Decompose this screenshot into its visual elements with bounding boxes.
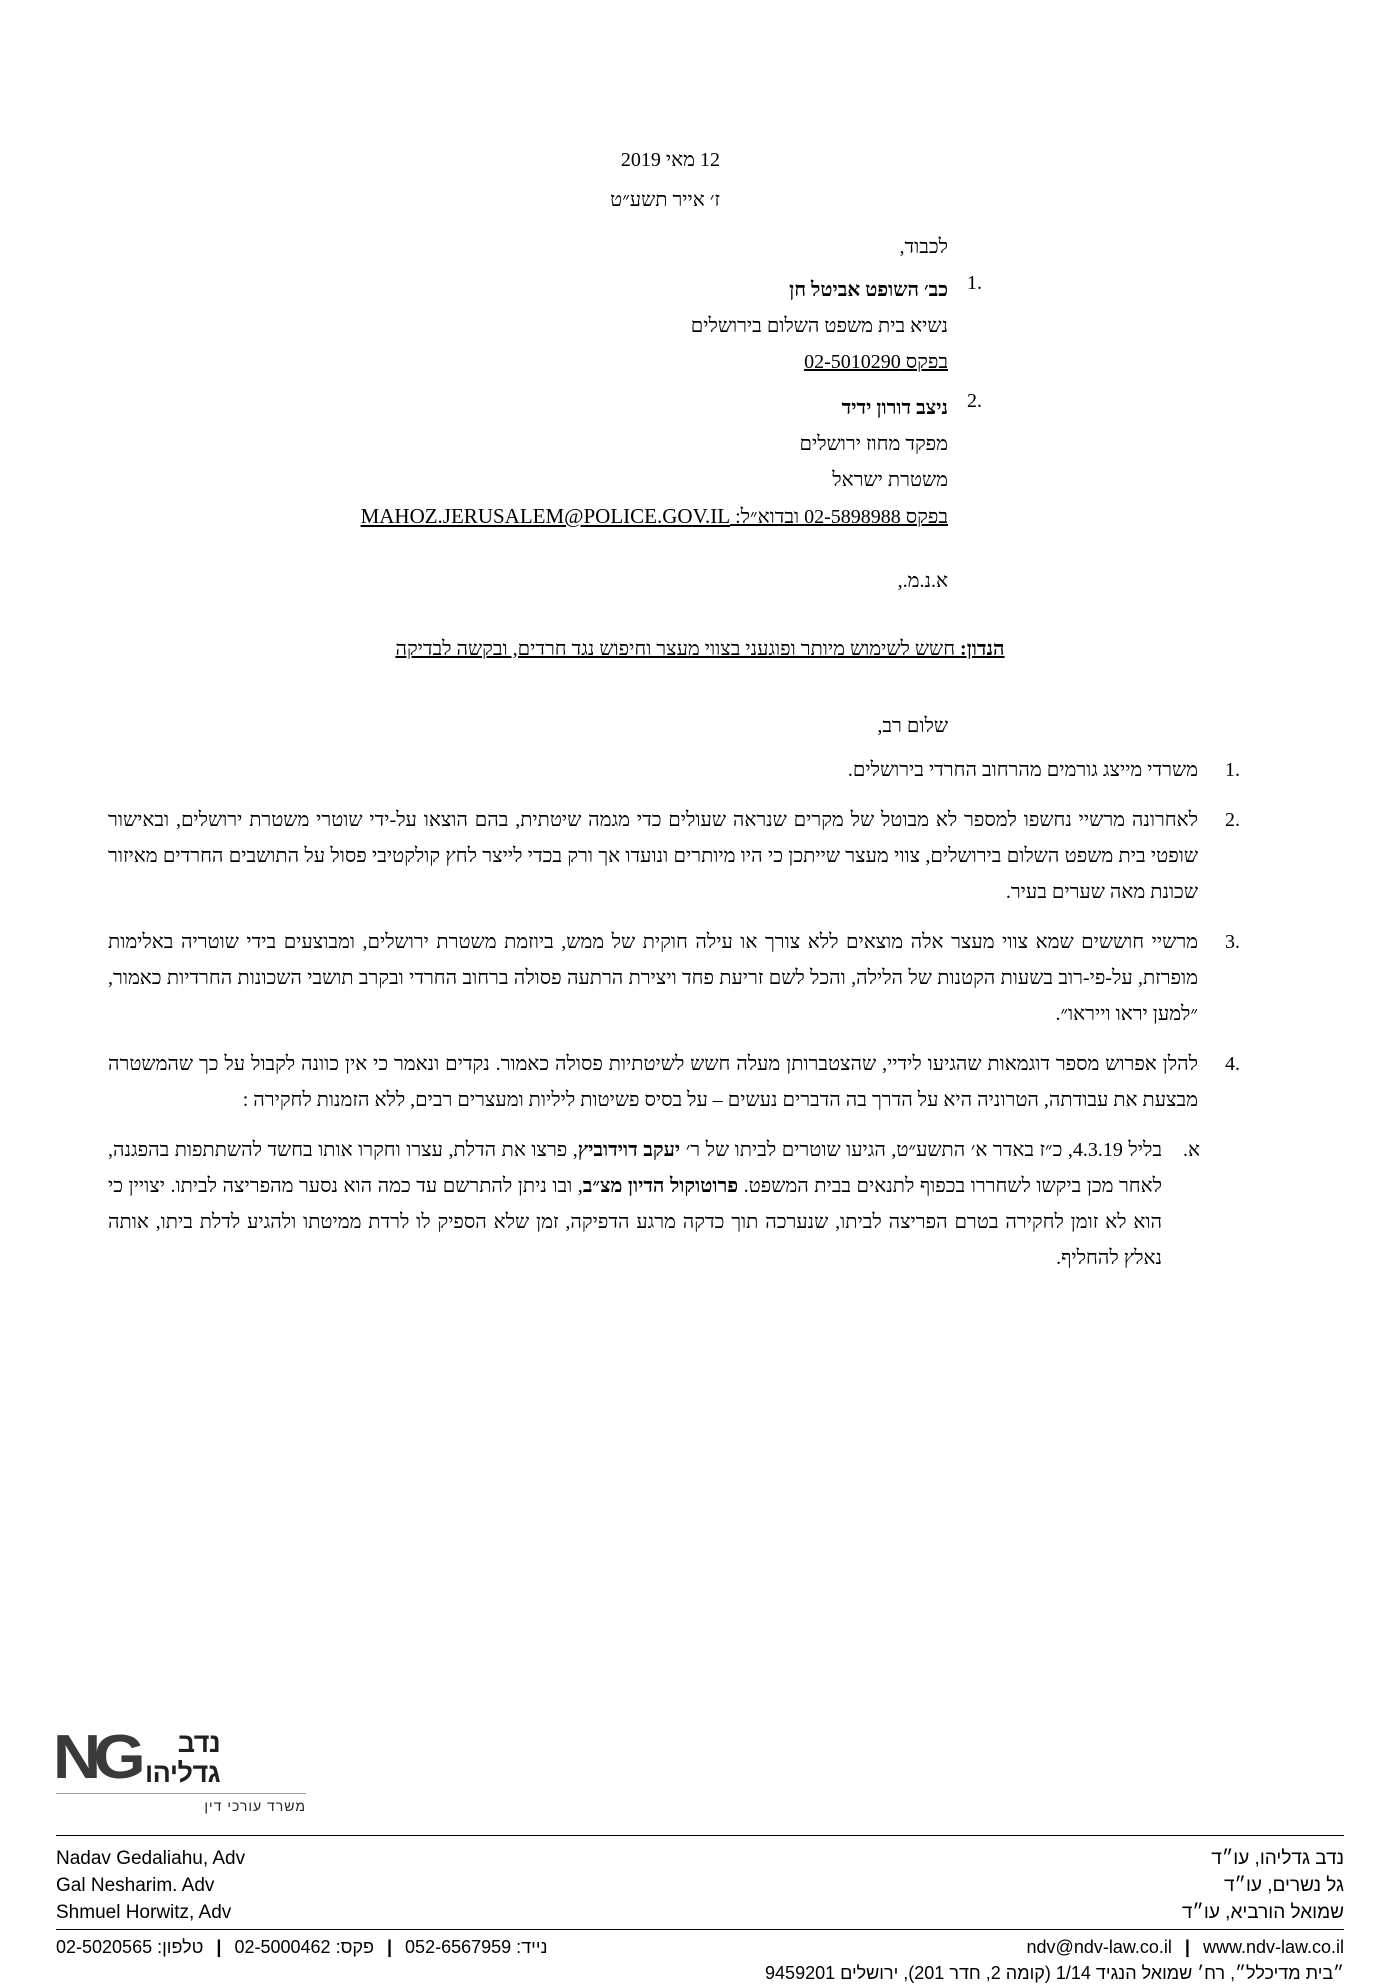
fax-entry <box>234 1937 374 1957</box>
addressee-item <box>360 390 982 535</box>
salutation: א.נ.מ., <box>897 570 948 592</box>
footer-divider-top <box>56 1835 1344 1836</box>
paragraph-marker: .2 <box>1225 809 1240 831</box>
date-hebrew: ז׳ אייר תשע״ט <box>610 189 720 211</box>
paragraph-text: לאחרונה מרשיי נחשפו למספר לא מבוטל של מקרים שנראה שעולים כדי מגמה שיטתית, בהם הוצאו על-ידי שוטרי משטרת ירושלים, ובאישור שופטי בית משפט השלום בירושלים, צווי מעצר שייתכן כי היו מיותרים ונועדו אך ורק בכדי לייצר לחץ קולקטיבי פסול על התושבים החרדים מאיזור שכונת מאה שערים בעיר. <box>108 809 1198 903</box>
to-label: לכבוד, <box>899 236 948 258</box>
plain-text: בליל 4.3.19, כ״ז באדר א׳ התשע״ט, הגיעו שוטרים לביתו של ר׳ <box>680 1139 1163 1161</box>
phone-number: 02-5020565 <box>56 1937 153 1957</box>
attorney-name: גל נשרים, עו״ד <box>1223 1875 1344 1896</box>
email-prefix: ובדוא״ל: <box>730 506 805 528</box>
attorney-name: שמואל הורביא, עו״ד <box>1181 1902 1344 1923</box>
fax-number: 02-5898988 <box>804 506 901 528</box>
footer-contact-line <box>56 1937 1344 1958</box>
paragraph-marker: .4 <box>1225 1053 1240 1075</box>
plain-text: , פרצו את הדלת, עצרו וחקרו אותו בחשד להשתתפות בהפגנה, לאחר מכן ביקשו לשחררו בכפוף לתנאים בבית המשפט. <box>108 1139 1162 1197</box>
footer-divider-bottom <box>56 1929 1344 1930</box>
paragraph <box>108 924 1240 1032</box>
fax-label: פקס: <box>335 1937 374 1957</box>
paragraph-marker: .3 <box>1225 931 1240 953</box>
emphasis-text: יעקב דוידוביץ <box>577 1139 681 1161</box>
subject-label: הנדון: <box>960 638 1005 660</box>
logo-line-1: נדב <box>177 1728 221 1758</box>
paragraph-marker: .1 <box>1225 759 1240 781</box>
addressee-organization: משטרת ישראל <box>832 469 948 491</box>
attorney-name: נדב גדליהו, עו״ד <box>1211 1848 1344 1869</box>
attorney-names-hebrew <box>1182 1845 1344 1926</box>
contact-phone-group <box>56 1937 548 1958</box>
fax-number: 02-5010290 <box>804 351 901 373</box>
attorney-names-english <box>56 1845 245 1926</box>
addressee-list <box>360 272 982 545</box>
office-address: ״בית מדיכלל״, רח׳ שמואל הנגיד 1/14 (קומה 2, חדר 201), ירושלים 9459201 <box>765 1963 1344 1983</box>
date-block <box>300 140 720 220</box>
addressee-fax-line <box>428 344 948 380</box>
greeting: שלום רב, <box>877 715 948 737</box>
letter-footer <box>0 1717 1400 1983</box>
separator: | <box>216 1937 222 1957</box>
addressee-name: כב׳ השופט אביטל חן <box>789 279 948 301</box>
firm-logo <box>52 1723 306 1814</box>
paragraph-text: מרשיי חוששים שמא צווי מעצר אלה מוצאים ללא צורך או עילה חוקית של ממש, ביוזמת משטרת ירושלים, ומבוצעים בידי שוטריה באלימות מופרזת, על-פי-רוב בשעות הקטנות של הלילה, והכל לשם זריעת פחד ויצירת הרתעה פסולה ברחוב החרדי ובקרב תושבי השכונות החרדיות כאמור, ״למען יראו וייראו״. <box>108 931 1198 1025</box>
mobile-entry <box>405 1937 547 1957</box>
date-gregorian: 12 מאי 2019 <box>620 149 720 171</box>
website-url[interactable]: www.ndv-law.co.il <box>1202 1937 1344 1957</box>
emphasis-text: פרוטוקול הדיון מצ״ב <box>582 1175 739 1197</box>
sub-paragraph <box>108 1132 1200 1276</box>
paragraph <box>108 1046 1240 1118</box>
addressee-number: .1 <box>967 272 982 294</box>
phone-label: טלפון: <box>157 1937 204 1957</box>
paragraph <box>108 752 1240 788</box>
logo-line-2: גדליהו <box>145 1758 221 1788</box>
separator: | <box>1184 1937 1190 1957</box>
fax-prefix: בפקס <box>900 506 948 528</box>
fax-prefix: בפקס <box>900 351 948 373</box>
logo-row <box>52 1723 306 1792</box>
email-link[interactable]: MAHOZ.JERUSALEM@POLICE.GOV.IL <box>360 504 731 528</box>
paragraph-text: משרדי מייצג גורמים מהרחוב החרדי בירושלים. <box>847 759 1198 781</box>
email-address[interactable]: ndv@ndv-law.co.il <box>1026 1937 1172 1957</box>
mobile-label: נייד: <box>516 1937 548 1957</box>
addressee-item <box>428 272 982 380</box>
logo-divider <box>56 1793 306 1794</box>
phone-entry <box>56 1937 203 1957</box>
sub-paragraph-marker: א. <box>1182 1139 1200 1161</box>
mobile-number: 052-6567959 <box>405 1937 512 1957</box>
subject-text: חשש לשימוש מיותר ופוגעני בצווי מעצר וחיפוש נגד חרדים, ובקשה לבדיקה <box>395 638 961 660</box>
fax-number: 02-5000462 <box>234 1937 331 1957</box>
body-paragraphs <box>108 752 1240 1290</box>
subject-line <box>180 638 1220 661</box>
contact-web-group <box>1027 1937 1344 1958</box>
paragraph-text: להלן אפרוש מספר דוגמאות שהגיעו לידיי, שהצטברותן מעלה חשש לשיטתיות פסולה כאמור. נקדים ונאמר כי אין כוונה לקבול על כך שהמשטרה מבצעת את עבודתה, הטרוניה היא על הדרך בה הדברים נעשים – על בסיס פשיטות ליליות ומעצרים רבים, ללא הזמנות לחקירה : <box>108 1053 1198 1111</box>
plain-text: , ובו ניתן להתרשם עד כמה הוא נסער מהפריצה לביתו. יצויין כי הוא לא זומן לחקירה בטרם הפריצה לביתו, שנערכה תוך כדקה מרגע הדפיקה, זמן שלא הספיק לו לרדת ממיטתו ולהגיע לדלת ביתו, אותה נאלץ להחליף. <box>108 1175 1162 1269</box>
addressee-name: ניצב דורון ידיד <box>841 397 948 419</box>
separator: | <box>386 1937 393 1957</box>
addressee-number: .2 <box>967 390 982 412</box>
sub-paragraph-text <box>108 1132 1162 1276</box>
logo-wordmark <box>145 1728 220 1788</box>
logo-tagline: משרד עורכי דין <box>204 1798 306 1814</box>
attorney-name: Shmuel Horwitz, Adv <box>56 1902 232 1923</box>
addressee-role: מפקד מחוז ירושלים <box>799 433 948 455</box>
paragraph <box>108 802 1240 910</box>
ng-monogram-icon: NG <box>52 1723 139 1792</box>
attorney-name: Nadav Gedaliahu, Adv <box>56 1848 246 1869</box>
attorney-name: Gal Nesharim. Adv <box>56 1875 215 1896</box>
addressee-contact-line <box>360 498 948 535</box>
addressee-role: נשיא בית משפט השלום בירושלים <box>690 315 948 337</box>
